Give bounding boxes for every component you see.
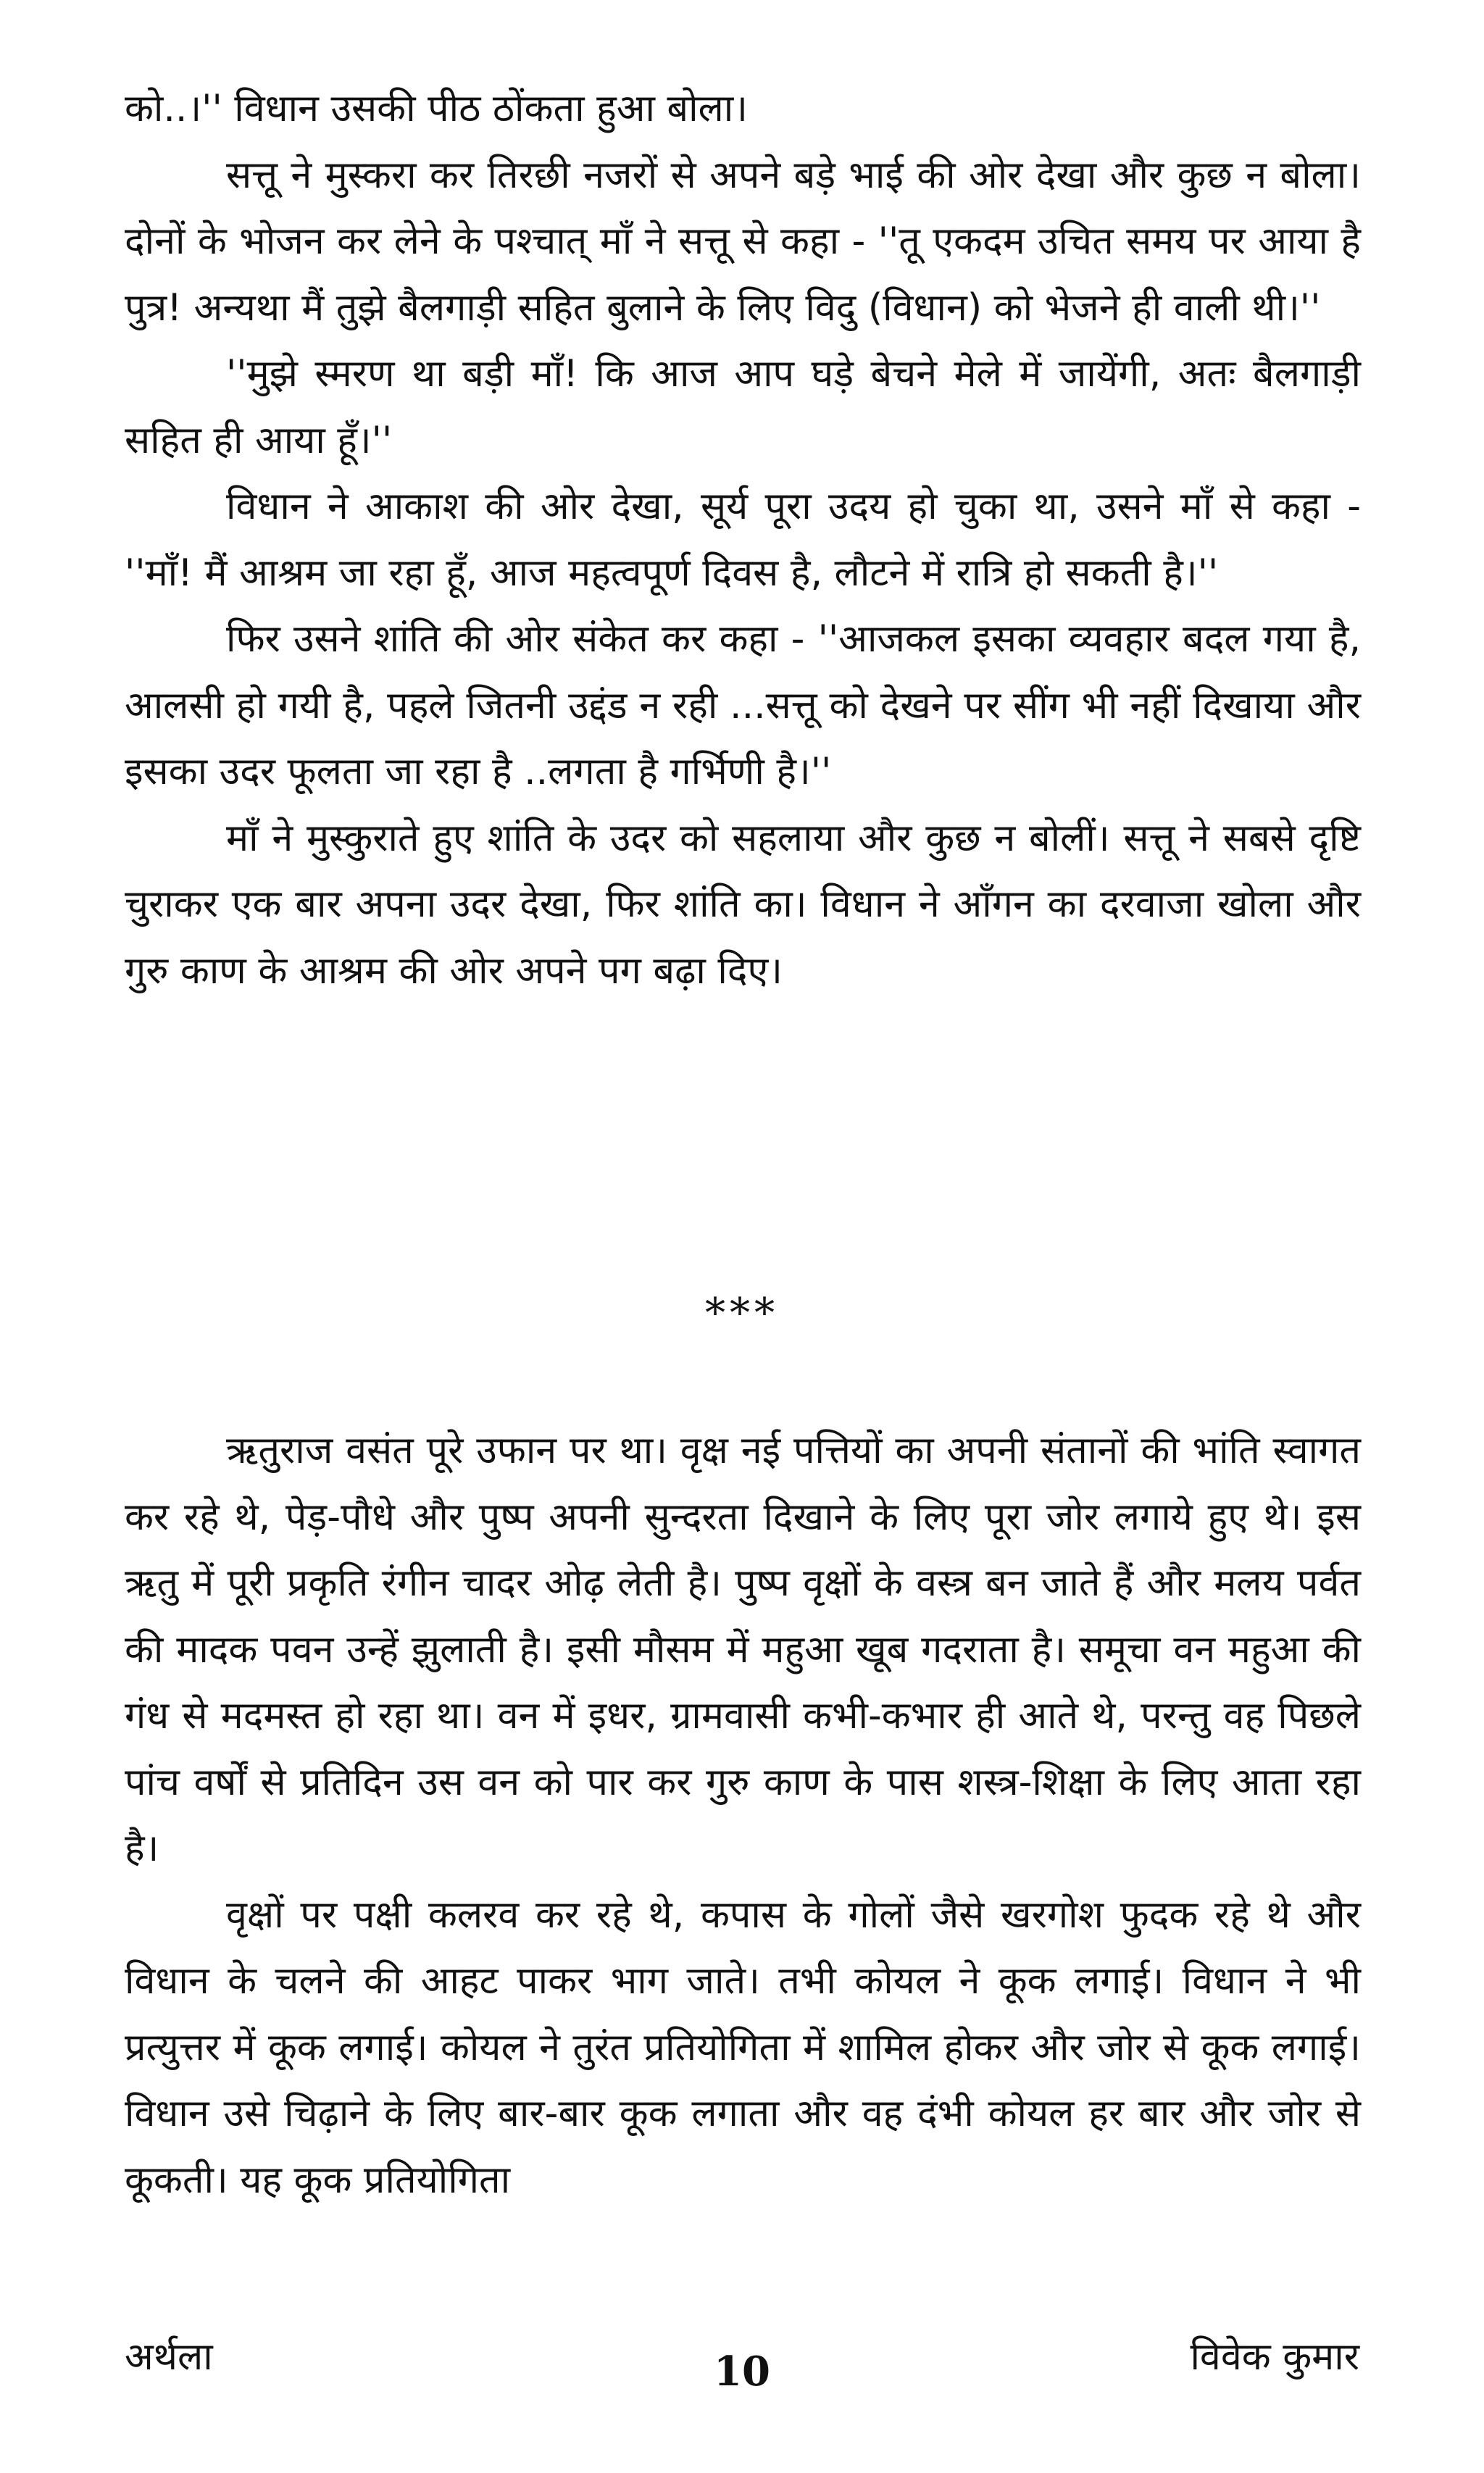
paragraph: माँ ने मुस्कुराते हुए शांति के उदर को सहलाया और कुछ न बोलीं। सत्तू ने सबसे दृष्टि चुराकर एक बार अपना उदर देखा, फिर शांति का। विधान ने आँगन का दरवाजा खोला और गुरु काण के आश्रम की ओर अपने पग बढ़ा दिए। <box>125 816 1361 993</box>
body-text-top <box>125 76 1361 1004</box>
section-separator: *** <box>705 1290 779 1337</box>
footer-book-title: अर्थला <box>125 2335 213 2379</box>
paragraph: सत्तू ने मुस्करा कर तिरछी नजरों से अपने बड़े भाई की ओर देखा और कुछ न बोला। दोनों के भोजन कर लेने के पश्चात् माँ ने सत्तू से कहा - ''तू एकदम उचित समय पर आया है पुत्र! अन्यथा मैं तुझे बैलगाड़ी सहित बुलाने के लिए विदु (विधान) को भेजने ही वाली थी।'' <box>125 153 1361 330</box>
body-text-bottom <box>125 1418 1361 2214</box>
footer-page-number: 10 <box>714 2348 770 2395</box>
paragraph: ''मुझे स्मरण था बड़ी माँ! कि आज आप घड़े बेचने मेले में जायेंगी, अतः बैलगाड़ी सहित ही आया हूँ।'' <box>125 352 1361 462</box>
paragraph: को..।'' विधान उसकी पीठ ठोंकता हुआ बोला। <box>125 87 748 130</box>
footer-author: विवेक कुमार <box>1190 2335 1359 2379</box>
paragraph: वृक्षों पर पक्षी कलरव कर रहे थे, कपास के गोलों जैसे खरगोश फुदक रहे थे और विधान के चलने की आहट पाकर भाग जाते। तभी कोयल ने कूक लगाई। विधान ने भी प्रत्युत्तर में कूक लगाई। कोयल ने तुरंत प्रतियोगिता में शामिल होकर और जोर से कूक लगाई। विधान उसे चिढ़ाने के लिए बार-बार कूक लगाता और वह दंभी कोयल हर बार और जोर से कूकती। यह कूक प्रतियोगिता <box>125 1893 1361 2202</box>
paragraph: फिर उसने शांति की ओर संकेत कर कहा - ''आजकल इसका व्यवहार बदल गया है, आलसी हो गयी है, पहले जितनी उद्दंड न रही ...सत्तू को देखने पर सींग भी नहीं दिखाया और इसका उदर फूलता जा रहा है ..लगता है गर्भिणी है।'' <box>125 617 1361 793</box>
paragraph: विधान ने आकाश की ओर देखा, सूर्य पूरा उदय हो चुका था, उसने माँ से कहा - ''माँ! मैं आश्रम जा रहा हूँ, आज महत्वपूर्ण दिवस है, लौटने में रात्रि हो सकती है।'' <box>125 485 1361 595</box>
paragraph: ऋतुराज वसंत पूरे उफान पर था। वृक्ष नई पत्तियों का अपनी संतानों की भांति स्वागत कर रहे थे, पेड़-पौधे और पुष्प अपनी सुन्दरता दिखाने के लिए पूरा जोर लगाये हुए थे। इस ऋतु में पूरी प्रकृति रंगीन चादर ओढ़ लेती है। पुष्प वृक्षों के वस्त्र बन जाते हैं और मलय पर्वत की मादक पवन उन्हें झुलाती है। इसी मौसम में महुआ खूब गदराता है। समूचा वन महुआ की गंध से मदमस्त हो रहा था। वन में इधर, ग्रामवासी कभी-कभार ही आते थे, परन्तु वह पिछले पांच वर्षों से प्रतिदिन उस वन को पार कर गुरु काण के पास शस्त्र-शिक्षा के लिए आता रहा है। <box>125 1429 1361 1870</box>
